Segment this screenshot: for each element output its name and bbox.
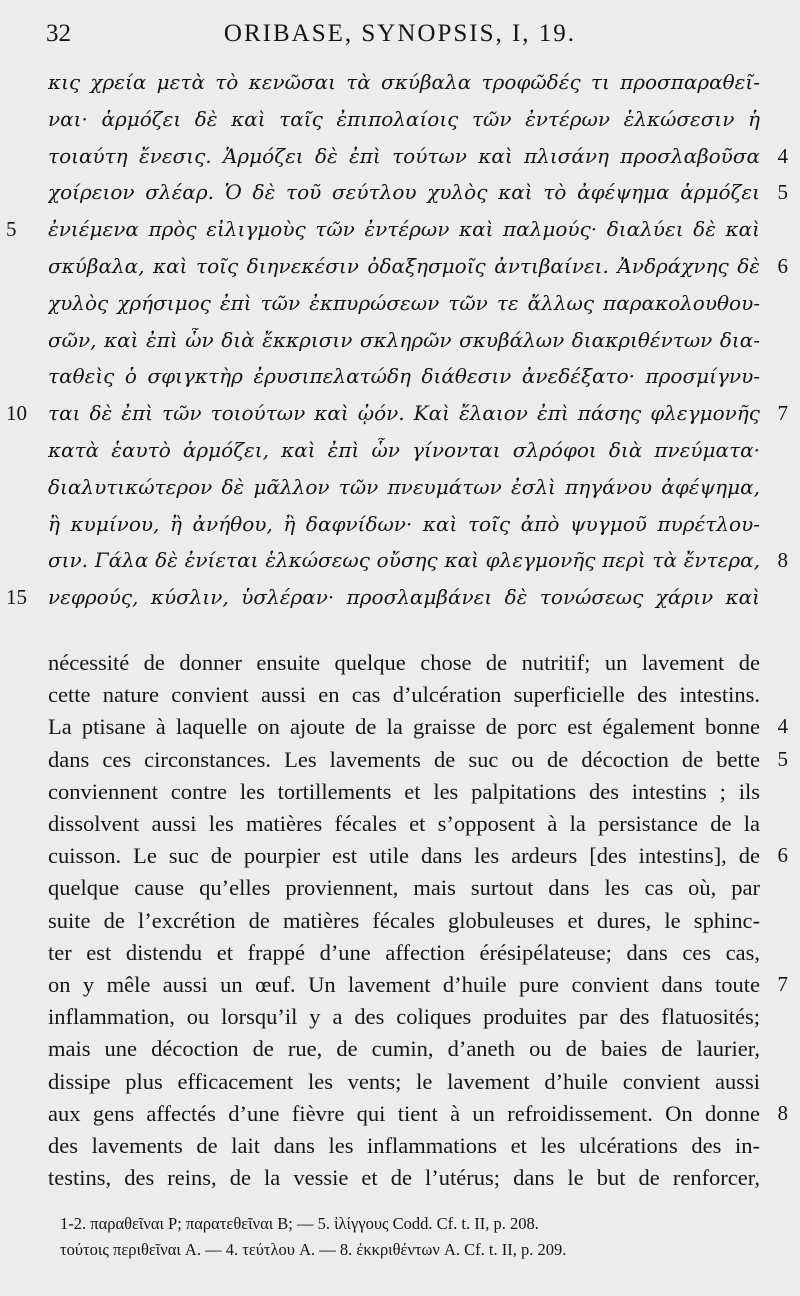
french-line-text: cette nature convient aussi en cas d’ulcération superficielle des intestins. bbox=[48, 682, 760, 708]
line-number: 5 bbox=[6, 217, 17, 242]
greek-line bbox=[0, 217, 800, 253]
section-number: 7 bbox=[777, 972, 788, 996]
french-line-text: des lavements de lait dans les inflammations et les ulcérations des in- bbox=[48, 1133, 760, 1158]
section-number: 4 bbox=[777, 714, 788, 739]
french-line bbox=[0, 779, 800, 815]
greek-line-text: ἐνιέμενα πρὸς εἰλιγμοὺς τῶν ἐντέρων καὶ παλμούς· διαλύει δὲ καὶ bbox=[48, 217, 760, 242]
greek-line-text: τοιαύτη ἔνεσις. Ἁρμόζει δὲ ἐπὶ τούτων καὶ πλισάνη προσλαβοῦσα bbox=[48, 143, 760, 168]
french-line bbox=[0, 908, 800, 944]
french-line-text: ter est distendu et frappé d’une affection érésipélateuse; dans ces cas, bbox=[48, 939, 760, 965]
page-header bbox=[0, 20, 800, 54]
greek-line-text: διαλυτικώτερον δὲ μᾶλλον τῶν πνευμάτων ἐσλὶ πηγάνου ἀφέψημα, bbox=[48, 474, 760, 499]
french-line bbox=[0, 972, 800, 1008]
french-line bbox=[0, 714, 800, 750]
french-line bbox=[0, 1165, 800, 1201]
greek-line bbox=[0, 548, 800, 584]
greek-line bbox=[0, 70, 800, 106]
french-line-text: quelque cause qu’elles proviennent, mais surtout dans les cas où, par bbox=[48, 875, 760, 901]
greek-line bbox=[0, 328, 800, 364]
french-line-text: conviennent contre les tortillements et les palpitations des intestins ; ils bbox=[48, 778, 760, 804]
french-line bbox=[0, 1036, 800, 1072]
french-line bbox=[0, 811, 800, 847]
section-number: 5 bbox=[777, 746, 788, 771]
greek-line-text: ταθεὶς ὁ σφιγκτὴρ ἐρυσιπελατώδη διάθεσιν ἀνεδέξατο· προσμίγνυ- bbox=[48, 364, 760, 389]
greek-line-text: χυλὸς χρήσιμος ἐπὶ τῶν ἐκπυρώσεων τῶν τε ἄλλως παρακολουθου- bbox=[48, 290, 760, 315]
french-line bbox=[0, 940, 800, 976]
greek-line-text: σιν. Γάλα δὲ ἐνίεται ἑλκώσεως οὔσης καὶ φλεγμονῆς περὶ τὰ ἔντερα, bbox=[48, 548, 760, 573]
greek-line bbox=[0, 401, 800, 437]
french-line bbox=[0, 1101, 800, 1137]
french-line-text: nécessité de donner ensuite quelque chose de nutritif; un lavement de bbox=[48, 650, 760, 675]
line-number: 15 bbox=[6, 585, 27, 610]
french-line bbox=[0, 843, 800, 879]
section-number: 4 bbox=[777, 143, 788, 168]
greek-line-text: ναι· ἁρμόζει δὲ καὶ ταῖς ἐπιπολαίοις τῶν ἐντέρων ἑλκώσεσιν ἡ bbox=[48, 106, 760, 131]
footnote-line: τούτοις περιθεῖναι A. — 4. τεύτλου A. — 8. ἐκκριθέντων A. Cf. t. II, p. 209. bbox=[60, 1240, 567, 1259]
greek-line-text: χοίρειον σλέαρ. Ὁ δὲ τοῦ σεύτλου χυλὸς καὶ τὸ ἀφέψημα ἁρμόζει bbox=[48, 180, 760, 205]
greek-line bbox=[0, 512, 800, 548]
greek-line-text: ται δὲ ἐπὶ τῶν τοιούτων καὶ ᾠόν. Καὶ ἔλαιον ἐπὶ πάσης φλεγμονῆς bbox=[48, 401, 760, 426]
french-line-text: on y mêle aussi un œuf. Un lavement d’huile pure convient dans toute bbox=[48, 972, 760, 997]
french-line bbox=[0, 650, 800, 686]
french-line-text: dissolvent aussi les matières fécales et s’opposent à la persistance de la bbox=[48, 811, 760, 836]
french-line-text: La ptisane à laquelle on ajoute de la graisse de porc est également bonne bbox=[48, 714, 760, 740]
french-line bbox=[0, 747, 800, 783]
french-line-text: dans ces circonstances. Les lavements de suc ou de décoction de bette bbox=[48, 746, 760, 772]
greek-line bbox=[0, 107, 800, 143]
french-line bbox=[0, 1069, 800, 1105]
greek-line-text: νεφρούς, κύσλιν, ὑσλέραν· προσλαμβάνει δὲ τονώσεως χάριν καὶ bbox=[48, 585, 760, 610]
french-line bbox=[0, 682, 800, 718]
french-line bbox=[0, 1004, 800, 1040]
greek-line bbox=[0, 180, 800, 216]
greek-line bbox=[0, 475, 800, 511]
line-number: 10 bbox=[6, 401, 27, 426]
greek-line bbox=[0, 291, 800, 327]
french-line bbox=[0, 1133, 800, 1169]
greek-line bbox=[0, 254, 800, 290]
french-line-text: mais une décoction de rue, de cumin, d’aneth ou de baies de laurier, bbox=[48, 1036, 760, 1062]
greek-line bbox=[0, 438, 800, 474]
greek-line bbox=[0, 585, 800, 621]
section-number: 8 bbox=[777, 548, 788, 573]
french-line-text: aux gens affectés d’une fièvre qui tient à un refroidissement. On donne bbox=[48, 1100, 760, 1126]
running-title: ORIBASE, SYNOPSIS, I, 19. bbox=[223, 20, 577, 47]
greek-line-text: κις χρεία μετὰ τὸ κενῶσαι τὰ σκύβαλα τροφῶδές τι προσπαραθεῖ- bbox=[48, 70, 760, 94]
french-line-text: inflammation, ou lorsqu’il y a des coliques produites par des flatuosités; bbox=[48, 1004, 760, 1030]
greek-line bbox=[0, 364, 800, 400]
section-number: 7 bbox=[777, 401, 788, 426]
greek-line-text: κατὰ ἑαυτὸ ἁρμόζει, καὶ ἐπὶ ὧν γίνονται σλρόφοι διὰ πνεύματα· bbox=[48, 438, 760, 462]
greek-line-text: ἢ κυμίνου, ἢ ἀνήθου, ἢ δαφνίδων· καὶ τοῖς ἀπὸ ψυγμοῦ πυρέτλου- bbox=[48, 511, 760, 536]
footnote-line: 1-2. παραθεῖναι P; παρατεθεῖναι B; — 5. ἰλίγγους Codd. Cf. t. II, p. 208. bbox=[60, 1214, 539, 1233]
section-number: 5 bbox=[777, 180, 788, 205]
french-line-text: testins, des reins, de la vessie et de l’utérus; dans le but de renforcer, bbox=[48, 1165, 760, 1191]
section-number: 8 bbox=[777, 1100, 788, 1125]
section-number: 6 bbox=[777, 254, 788, 278]
french-line-text: suite de l’excrétion de matières fécales globuleuses et dures, le sphinc- bbox=[48, 907, 760, 933]
greek-line-text: σκύβαλα, καὶ τοῖς διηνεκέσιν ὀδαξησμοῖς ἀντιβαίνει. Ἀνδράχνης δὲ bbox=[48, 254, 760, 278]
french-line-text: dissipe plus efficacement les vents; le lavement d’huile convient aussi bbox=[48, 1068, 760, 1094]
section-number: 6 bbox=[777, 843, 788, 868]
greek-line-text: σῶν, καὶ ἐπὶ ὧν διὰ ἔκκρισιν σκληρῶν σκυβάλων διακριθέντων δια- bbox=[48, 327, 760, 352]
page-number: 32 bbox=[46, 20, 71, 47]
french-line bbox=[0, 875, 800, 911]
greek-line bbox=[0, 144, 800, 180]
french-line-text: cuisson. Le suc de pourpier est utile dans les ardeurs [des intestins], de bbox=[48, 843, 760, 869]
